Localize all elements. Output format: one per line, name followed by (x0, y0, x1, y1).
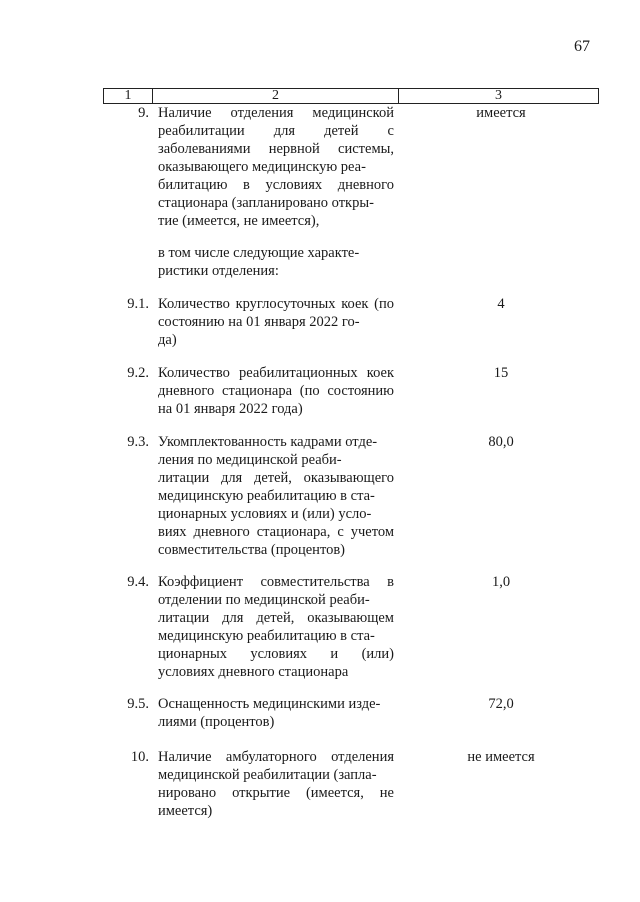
page-number: 67 (574, 38, 590, 55)
row-value: 15 (493, 365, 509, 381)
row-value: имеется (476, 105, 526, 121)
row-text: Количество реабилитационных коек дневного стационара (по состоянию на 01 января 2022 года) (158, 365, 394, 417)
header-col-1: 1 (104, 89, 153, 103)
row-number: 10. (130, 749, 149, 765)
row-text: Наличие амбулаторного отделения медицинской реабилитации (запла- нировано открытие (имеется, не имеется) (158, 749, 394, 819)
row-number: 9.4. (127, 574, 149, 590)
row-value: 4 (497, 296, 505, 312)
row-text: Коэффициент совместительства в отделении по медицинской реаби- литации для детей, оказывающем медицинскую реабилитацию в ста- ционарных условиях и (или) условиях дневного стационара (158, 574, 394, 680)
row-text: Оснащенность медицинскими изде- лиями (процентов) (158, 696, 381, 730)
header-col-3: 3 (495, 88, 502, 103)
row-number: 9.1. (127, 296, 149, 312)
row-number: 9.2. (127, 365, 149, 381)
row-text: в том числе следующие характе- ристики отделения: (158, 245, 360, 279)
row-value: не имеется (467, 749, 535, 765)
row-text: Количество круглосуточных коек (по состоянию на 01 января 2022 го- да) (158, 296, 394, 348)
header-col-2: 2 (153, 89, 399, 103)
row-value: 72,0 (488, 696, 514, 712)
row-number: 9.5. (127, 696, 149, 712)
row-number: 9. (138, 105, 149, 121)
row-number: 9.3. (127, 434, 149, 450)
table-header-row (103, 88, 599, 104)
row-value: 1,0 (491, 574, 511, 590)
row-text: Наличие отделения медицинской реабилитации для детей с заболеваниями нервной системы, оказывающего медицинскую реа- билитацию в условиях дневного стационара (запланировано откры- тие (имеется, не имеется), (158, 105, 394, 229)
row-value: 80,0 (488, 434, 514, 450)
row-text: Укомплектованность кадрами отде- ления по медицинской реаби- литации для детей, оказывающего медицинскую реабилитацию в ста- ционарных условиях и (или) усло- виях дневного стационара, с учетом совместительства (процентов) (158, 434, 394, 558)
